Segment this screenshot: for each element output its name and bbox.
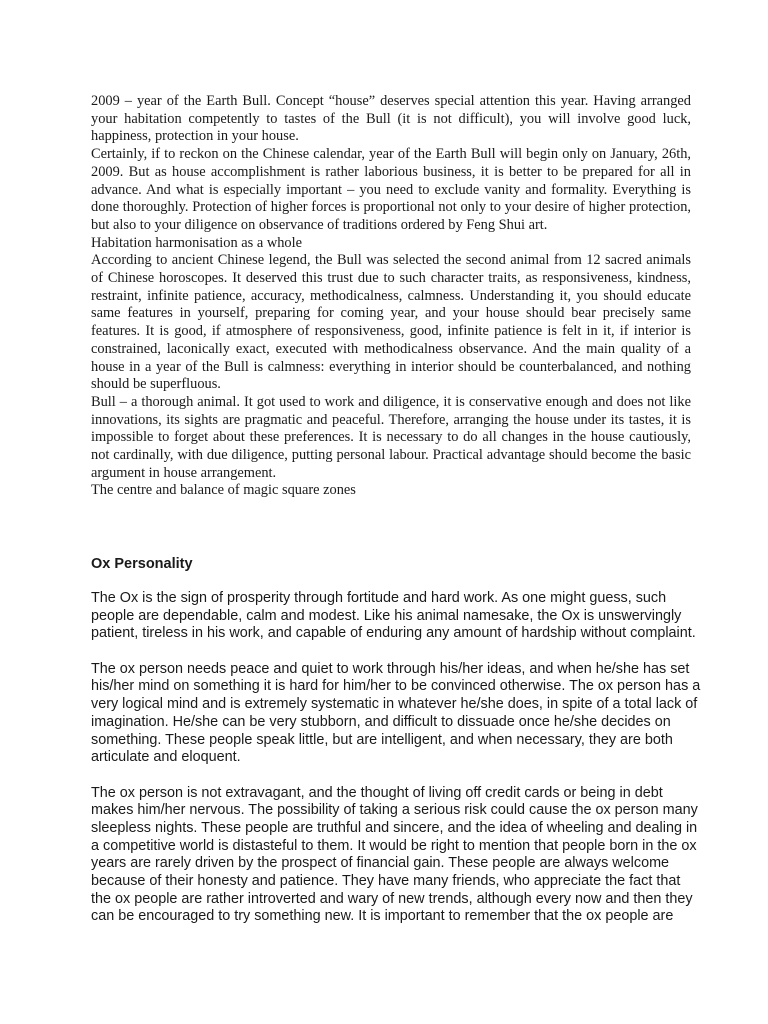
paragraph-prosperity: The Ox is the sign of prosperity through fortitude and hard work. As one might guess, such people are dependable, calm and modest. Like his animal namesake, the Ox is unswervingly patient, tireless in his work, and capable of enduring any amount of hardship without complaint. (91, 590, 696, 642)
subheading-magic-square: The centre and balance of magic square zones (91, 482, 356, 499)
subheading-habitation-harmonisation: Habitation harmonisation as a whole (91, 234, 303, 251)
paragraph-peace-and-quiet: The ox person needs peace and quiet to work through his/her ideas, and when he/she has set his/her mind on something it is hard for him/her to be convinced otherwise. The ox person has a very logical mind and is extremely systematic in whatever he/she does, in spite of a total lack of imagination. He/she can be very stubborn, and difficult to dissuade once he/she decides on something. These people speak little, but are intelligent, and when necessary, they are both articulate and eloquent. (91, 660, 701, 766)
paragraph-ancient-legend: According to ancient Chinese legend, the Bull was selected the second animal from 12 sacred animals of Chinese horoscopes. It deserved this trust due to such character traits, as responsiveness, kindness, restraint, infinite patience, accuracy, methodicalness, calmness. Understanding it, you should educate same features in yourself, preparing for coming year, and your house should bear precisely same features. It is good, if atmosphere of responsiveness, good, infinite patience is felt in it, if interior is constrained, laconically exact, executed with methodicalness observance. And the main quality of a house in a year of the Bull is calmness: everything in interior should be counterbalanced, and nothing should be superfluous. (91, 252, 691, 393)
paragraph-thorough-animal: Bull – a thorough animal. It got used to work and diligence, it is conservative enough and does not like innovations, its sights are pragmatic and peaceful. Therefore, arranging the house under its tastes, it is impossible to forget about these preferences. It is necessary to do all changes in the house cautiously, not cardinally, with due diligence, putting personal labour. Practical advantage should become the basic argument in house arrangement. (91, 393, 691, 481)
paragraph-earth-bull-intro: 2009 – year of the Earth Bull. Concept “house” deserves special attention this year. Having arranged your habitation competently to tastes of the Bull (it is not difficult), you will involve good luck, happiness, protection in your house. (91, 93, 691, 145)
section-heading-ox-personality: Ox Personality (91, 556, 193, 572)
intro-text-block (91, 93, 691, 500)
paragraph-chinese-calendar: Certainly, if to reckon on the Chinese calendar, year of the Earth Bull will begin only on January, 26th, 2009. But as house accomplishment is rather laborious business, it is better to be prepared for all in advance. And what is especially important – you need to exclude vanity and formality. Everything is done thoroughly. Protection of higher forces is proportional not only to your desire of higher protection, but also to your diligence on observance of traditions ordered by Feng Shui art. (91, 146, 691, 233)
paragraph-not-extravagant: The ox person is not extravagant, and the thought of living off credit cards or being in debt makes him/her nervous. The possibility of taking a serious risk could cause the ox person many sleepless nights. These people are truthful and sincere, and the idea of wheeling and dealing in a competitive world is distasteful to them. It would be right to mention that people born in the ox years are rarely driven by the prospect of financial gain. These people are always welcome because of their honesty and patience. They have many friends, who appreciate the fact that the ox people are rather introverted and wary of new trends, although every now and then they can be encouraged to try something new. It is important to remember that the ox people are (91, 784, 698, 925)
ox-personality-text-block (91, 590, 703, 944)
